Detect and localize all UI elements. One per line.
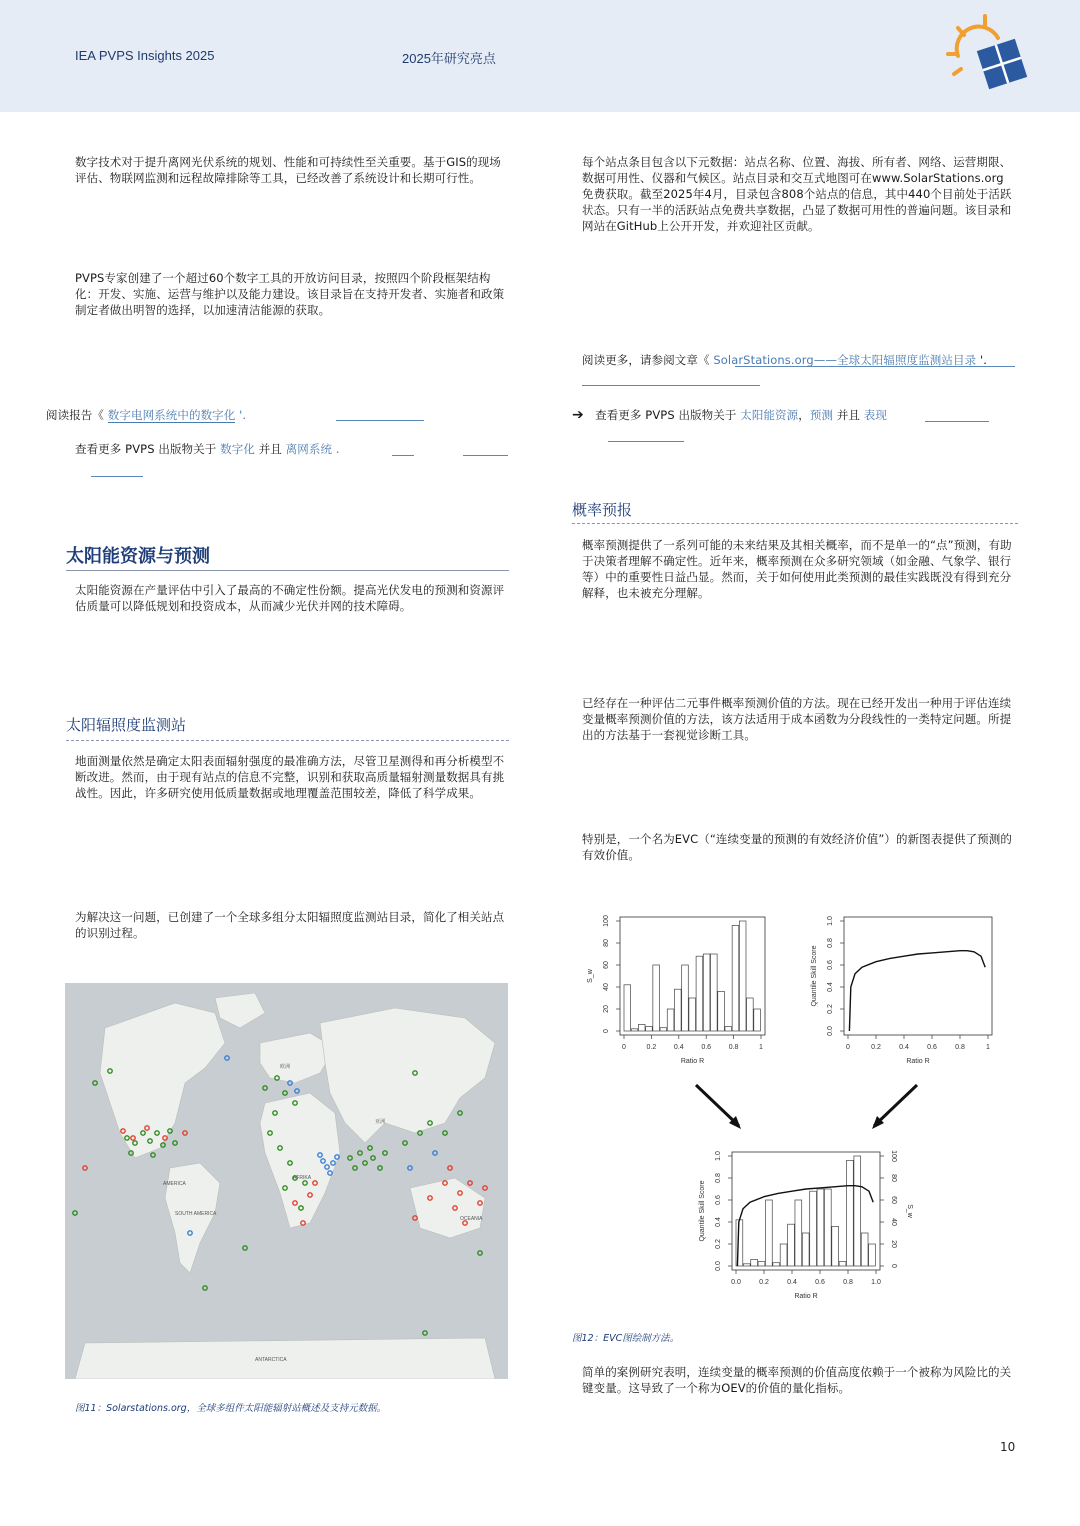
y-tick-label: 100 bbox=[603, 915, 610, 927]
bar bbox=[765, 1200, 772, 1266]
bar bbox=[847, 1160, 854, 1266]
right-paragraph-evc: 特别是，一个名为EVC（“连续变量的预测的有效经济价值”）的新图表提供了预测的有效价值。 bbox=[582, 832, 1012, 862]
y2-tick-label: 40 bbox=[890, 1218, 897, 1226]
y-axis-label: S_w bbox=[587, 969, 594, 983]
report-link-digitalization[interactable]: 数字电网系统中的数字化 bbox=[107, 408, 236, 422]
arrow-right-icon: ➔ bbox=[572, 407, 584, 423]
bar bbox=[754, 1009, 761, 1031]
x-tick-label: 0.8 bbox=[955, 1044, 965, 1051]
bar bbox=[802, 1233, 809, 1266]
page-header bbox=[0, 0, 1080, 112]
x-tick-label: 0.6 bbox=[815, 1279, 825, 1286]
y-tick-label: 0.4 bbox=[715, 1217, 722, 1227]
link-forecasting-topic[interactable]: 预测 bbox=[809, 408, 834, 422]
bar bbox=[743, 1264, 750, 1266]
section-title-solar-resource: 太阳能资源与预测 bbox=[66, 546, 210, 567]
y2-tick-label: 0 bbox=[890, 1264, 897, 1268]
left-paragraph-catalog-created: 为解决这一问题，已创建了一个全球多组分太阳辐照度监测站目录，简化了相关站点的识别过程。 bbox=[75, 910, 505, 940]
link-underline bbox=[336, 420, 424, 421]
x-tick-label: 1 bbox=[759, 1044, 763, 1051]
link-offgrid-topic[interactable]: 离网系统 bbox=[285, 442, 333, 456]
y2-tick-label: 80 bbox=[890, 1174, 897, 1182]
y2-tick-label: 100 bbox=[890, 1150, 897, 1162]
x-axis-label: Ratio R bbox=[906, 1058, 930, 1065]
y-axis-label: Quantile Skill Score bbox=[699, 1180, 706, 1242]
bar bbox=[667, 1009, 674, 1031]
y-tick-label: 20 bbox=[603, 1005, 610, 1013]
map-label-south-america: AMERICA bbox=[163, 1181, 186, 1187]
bar bbox=[674, 989, 681, 1031]
subsection-title-monitoring-stations: 太阳辐照度监测站 bbox=[66, 716, 187, 734]
bar bbox=[711, 954, 718, 1031]
map-label-oceania: OCEANIA bbox=[460, 1216, 483, 1222]
x-tick-label: 0.2 bbox=[871, 1044, 881, 1051]
chart-combined bbox=[699, 1150, 913, 1300]
bar bbox=[751, 1259, 758, 1266]
x-tick-label: 1.0 bbox=[871, 1279, 881, 1286]
article-link-solarstations[interactable]: SolarStations.org——全球太阳辐照度监测站目录 bbox=[713, 353, 977, 367]
read-report-line: 阅读报告《 数字电网系统中的数字化 '. bbox=[46, 408, 247, 422]
link-solar-resource-topic[interactable]: 太阳能资源 bbox=[740, 408, 799, 422]
see-more-publications-right: ➔ 查看更多 PVPS 出版物关于 太阳能资源，预测 并且 表现 bbox=[572, 407, 887, 423]
link-underline bbox=[91, 476, 143, 477]
x-tick-label: 0.4 bbox=[673, 1044, 684, 1051]
y-tick-label: 0.6 bbox=[715, 1195, 722, 1205]
x-tick-label: 0.2 bbox=[646, 1044, 657, 1051]
link-underline bbox=[463, 455, 508, 456]
bar bbox=[718, 991, 725, 1031]
y-tick-label: 0.2 bbox=[715, 1239, 722, 1249]
map-label-asia: 亚洲 bbox=[375, 1119, 386, 1125]
world-station-map bbox=[65, 983, 508, 1379]
bar bbox=[788, 1224, 795, 1266]
y-tick-label: 0.4 bbox=[827, 982, 834, 992]
x-axis-label: Ratio R bbox=[794, 1293, 818, 1300]
bar bbox=[732, 925, 739, 1031]
y-tick-label: 40 bbox=[603, 983, 610, 991]
right-paragraph-probabilistic: 概率预测提供了一系列可能的未来结果及其相关概率，而不是单一的“点”预测，有助于决策者理解不确定性。近年来，概率预测在众多研究领域（如金融、气象学、银行等）中的重要性日益凸显。然而，关于如何使用此类预测的最佳实践既没有得到充分解释，也未被充分理解。 bbox=[582, 538, 1012, 600]
y2-axis-label: S_w bbox=[906, 1204, 913, 1218]
bar bbox=[854, 1156, 861, 1266]
bar bbox=[703, 954, 710, 1031]
x-axis-label: Ratio R bbox=[680, 1058, 705, 1065]
bar bbox=[624, 985, 631, 1031]
x-tick-label: 0.8 bbox=[728, 1044, 739, 1051]
y2-tick-label: 60 bbox=[890, 1196, 897, 1204]
link-underline bbox=[608, 441, 684, 442]
bar bbox=[739, 921, 746, 1031]
x-tick-label: 0 bbox=[846, 1044, 850, 1051]
y-tick-label: 0.0 bbox=[827, 1026, 834, 1036]
y-tick-label: 0.2 bbox=[827, 1004, 834, 1014]
x-tick-label: 0.2 bbox=[759, 1279, 769, 1286]
bar bbox=[725, 1027, 732, 1031]
left-paragraph-tool-catalog: PVPS专家创建了一个超过60个数字工具的开放访问目录，按照四个阶段框架结构化：开发、实施、运营与维护以及能力建设。该目录旨在支持开发者、实施者和政策制定者做出明智的选择，以加速清洁能源的获取。 bbox=[75, 271, 505, 317]
bar bbox=[795, 1200, 802, 1266]
y-tick-label: 0 bbox=[603, 1029, 610, 1033]
page-number: 10 bbox=[1000, 1440, 1016, 1454]
chart-histogram bbox=[587, 915, 765, 1065]
link-performance-topic[interactable]: 表现 bbox=[863, 408, 887, 422]
sun-solar-panel-logo-icon bbox=[940, 14, 1040, 104]
bar bbox=[773, 1263, 780, 1266]
bar bbox=[660, 1028, 667, 1031]
bar bbox=[689, 998, 696, 1031]
bar bbox=[747, 998, 754, 1031]
left-paragraph-ground-measurements: 地面测量依然是确定太阳表面辐射强度的最准确方法，尽管卫星测得和再分析模型不断改进。然而，由于现有站点的信息不完整，识别和获取高质量辐射测量数据具有挑战性。因此，许多研究使用低质量数据或地理覆盖范围较差，降低了科学成果。 bbox=[75, 754, 505, 800]
subsection-rule bbox=[66, 740, 509, 741]
map-label-america-2: SOUTH AMERICA bbox=[175, 1211, 217, 1217]
y-tick-label: 1.0 bbox=[715, 1151, 722, 1161]
y-tick-label: 0.8 bbox=[715, 1173, 722, 1183]
left-paragraph-solar-resource: 太阳能资源在产量评估中引入了最高的不确定性份额。提高光伏发电的预测和资源评估质量可以降低规划和投资成本，从而减少光伏并网的技术障碍。 bbox=[75, 583, 505, 613]
read-more-article-line: 阅读更多，请参阅文章《 SolarStations.org——全球太阳辐照度监测站目录 '. bbox=[582, 353, 987, 367]
section-title-probabilistic-forecast: 概率预报 bbox=[572, 501, 633, 519]
x-tick-label: 0.6 bbox=[927, 1044, 937, 1051]
x-tick-label: 0.8 bbox=[843, 1279, 853, 1286]
y-axis-label: Quantile Skill Score bbox=[811, 945, 818, 1007]
section-rule bbox=[572, 523, 1018, 524]
skill-score-line bbox=[849, 951, 985, 1031]
x-tick-label: 0.4 bbox=[787, 1279, 797, 1286]
figure-12-caption: 图12：EVC图绘制方法。 bbox=[572, 1333, 680, 1344]
bar bbox=[869, 1244, 876, 1266]
link-underline bbox=[735, 366, 1015, 367]
bar bbox=[646, 1027, 653, 1031]
map-label-europe: 欧洲 bbox=[280, 1064, 291, 1070]
link-underline bbox=[582, 385, 760, 386]
bar bbox=[839, 1262, 846, 1266]
header-publication-title: IEA PVPS Insights 2025 bbox=[75, 48, 215, 63]
bar bbox=[696, 956, 703, 1031]
y-tick-label: 80 bbox=[603, 939, 610, 947]
y-tick-label: 1.0 bbox=[827, 916, 834, 926]
bar bbox=[682, 965, 689, 1031]
figure-11-caption: 图11：Solarstations.org，全球多组件太阳能辐射站概述及支持元数据。 bbox=[75, 1403, 387, 1414]
bar bbox=[824, 1189, 831, 1266]
x-tick-label: 0.4 bbox=[899, 1044, 909, 1051]
link-underline bbox=[392, 455, 414, 456]
right-paragraph-station-metadata: 每个站点条目包含以下元数据：站点名称、位置、海拔、所有者、网络、运营期限、数据可用性、仪器和气候区。站点目录和交互式地图可在www.SolarStations.org免费获取。截至2025年4月，目录包含808个站点的信息，其中440个目前处于活跃状态。只有一半的活跃站点免费共享数据，凸显了数据可用性的普遍问题。该目录和网站在GitHub上公开开发，并欢迎社区贡献。 bbox=[582, 155, 1012, 233]
left-paragraph-digital-tech: 数字技术对于提升离网光伏系统的规划、性能和可持续性至关重要。基于GIS的现场评估、物联网监测和远程故障排除等工具，已经改善了系统设计和长期可行性。 bbox=[75, 155, 501, 185]
right-paragraph-evaluation-method: 已经存在一种评估二元事件概率预测价值的方法。现在已经开发出一种用于评估连续变量概率预测价值的方法，该方法适用于成本函数为分段线性的一类特定问题。所提出的方法基于一套视觉诊断工具。 bbox=[582, 696, 1012, 742]
map-label-africa: AFRIKA bbox=[293, 1175, 312, 1181]
x-tick-label: 0.0 bbox=[731, 1279, 741, 1286]
chart2-frame bbox=[844, 917, 992, 1035]
chart-skill-curve bbox=[811, 916, 992, 1065]
see-more-publications-left: 查看更多 PVPS 出版物关于 数字化 并且 离网系统 . bbox=[75, 442, 340, 456]
bar bbox=[758, 1262, 765, 1266]
bar bbox=[817, 1189, 824, 1266]
bar bbox=[832, 1226, 839, 1266]
section-rule bbox=[66, 570, 509, 571]
y-tick-label: 0.8 bbox=[827, 938, 834, 948]
header-section-title: 2025年研究亮点 bbox=[402, 51, 496, 66]
bar bbox=[631, 1029, 638, 1031]
x-tick-label: 0.6 bbox=[701, 1044, 712, 1051]
bar bbox=[861, 1233, 868, 1266]
y-tick-label: 60 bbox=[603, 961, 610, 969]
x-tick-label: 0 bbox=[622, 1044, 626, 1051]
bar bbox=[638, 1024, 645, 1031]
world-map-graphic bbox=[65, 983, 508, 1379]
bar bbox=[653, 965, 660, 1031]
y-tick-label: 0.0 bbox=[715, 1261, 722, 1271]
right-paragraph-case-study: 简单的案例研究表明，连续变量的概率预测的价值高度依赖于一个被称为风险比的关键变量。这导致了一个称为OEV的价值的量化指标。 bbox=[582, 1365, 1012, 1395]
y-tick-label: 0.6 bbox=[827, 960, 834, 970]
evc-figure bbox=[572, 905, 1022, 1325]
link-underline bbox=[925, 421, 989, 422]
x-tick-label: 1 bbox=[986, 1044, 990, 1051]
y2-tick-label: 20 bbox=[890, 1240, 897, 1248]
bar bbox=[780, 1244, 787, 1266]
bar bbox=[810, 1191, 817, 1266]
map-label-antarctica: ANTARCTICA bbox=[255, 1357, 287, 1363]
link-digitalization-topic[interactable]: 数字化 bbox=[220, 442, 255, 456]
